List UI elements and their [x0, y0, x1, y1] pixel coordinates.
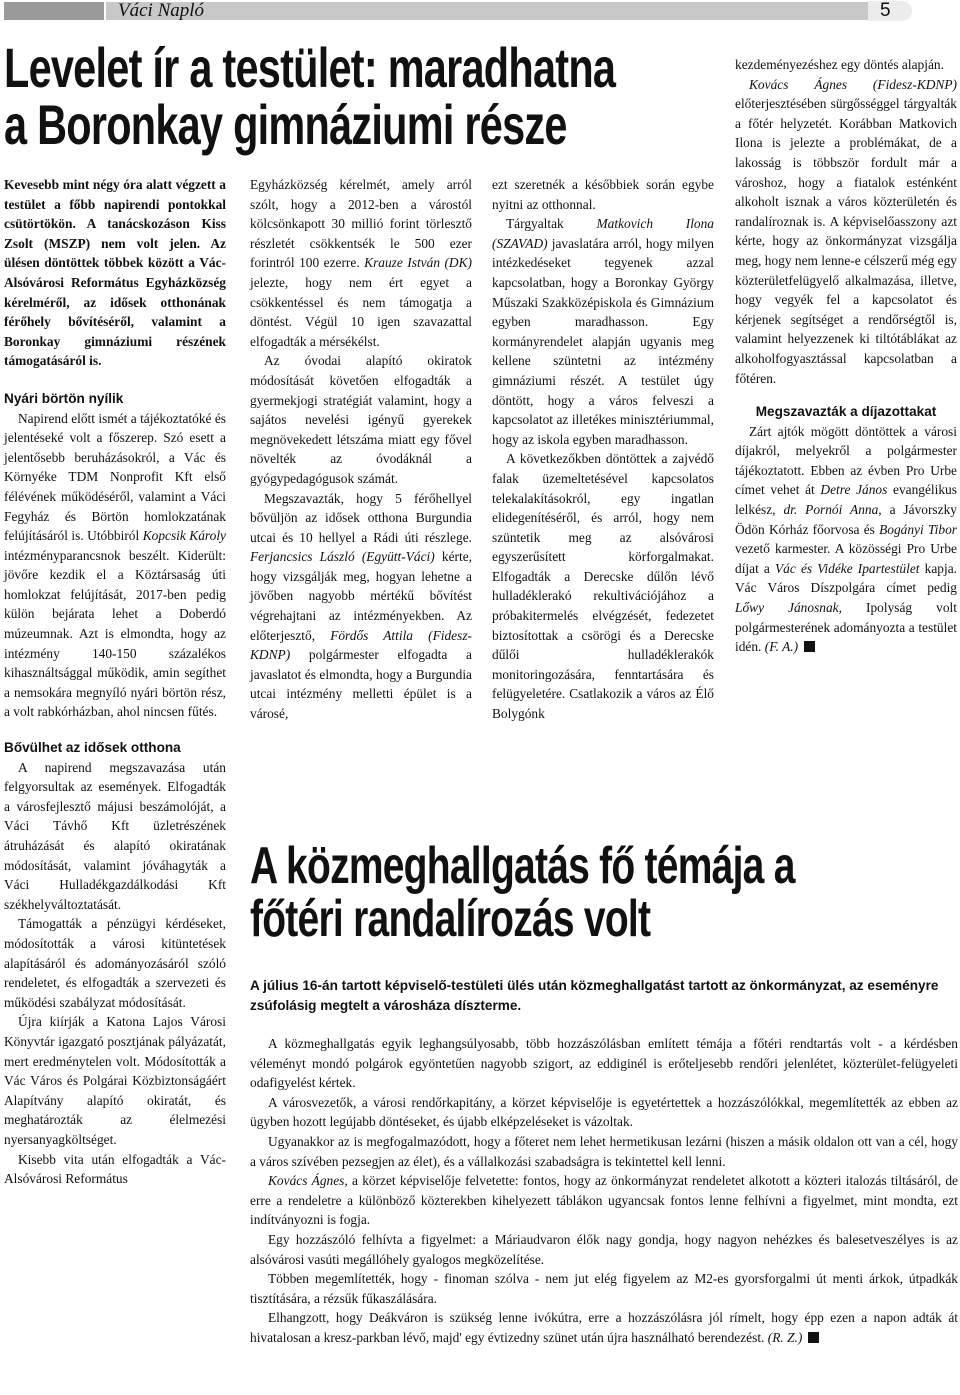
- text: Tárgyaltak: [506, 216, 564, 232]
- person-name: Bogányi Tibor: [879, 521, 957, 537]
- article1-column4: [735, 55, 957, 657]
- article2-body: [250, 1034, 958, 1348]
- text: Elhangzott, hogy Deákváron is szükség lenne ivókútra, erre a hozzászólásra jól rímelt, hogy épp ezen a napon adták át hivatalosan a kresz-parkban lévő, majd' egy évtizedny szünet után újra használható berendezést.: [250, 1310, 958, 1345]
- person-name: Krauze István (DK): [364, 255, 472, 271]
- article2-lead: A július 16-án tartott képviselő-testületi ülés után közmeghallgatást tartott az önkormányzat, az eseményre zsúfolásig megtelt a városháza díszterme.: [250, 978, 939, 1013]
- organization-name: Vác és Vidéke Ipartestület: [775, 560, 920, 576]
- person-name: dr. Pornói Anna,: [783, 502, 882, 518]
- text: vezető karmester. A közösségi Pro Urbe díjat a: [735, 541, 957, 576]
- author-signature: (F. A.): [764, 639, 799, 655]
- subheading-idosek-otthona: Bővülhet az idősek otthona: [4, 740, 181, 756]
- person-name: Kovács Ágnes (Fidesz-KDNP): [749, 76, 957, 92]
- paragraph: Újra kiírják a Katona Lajos Városi Könyvtár igazgató posztjának pályázatát, mert eredménytelen volt. Módosították a Vác Város és Polgárai Közbiztonságáért Alapítvány alapító okiratát, és meghatározták az élelmezési nyersanyagköltséget.: [4, 1014, 226, 1147]
- person-name: Kopcsik Károly: [142, 528, 226, 544]
- text: intézményparancsnok beszélt. Kiderült: jövőre kezdik el a Köztársaság úti homlokzat felújítását, 2017-ben pedig külön bejárata lehet a Doberdó múzeumnak. Azt is elmondta, hogy az intézmény 140-150 százalékos kihasználtsággal működik, amin segíthet a nemsokára megnyíló nyári börtön rész, a volt rabkórházban, ahol nincsen fűtés.: [4, 547, 226, 720]
- header-strip: [106, 2, 896, 20]
- paragraph: [250, 175, 472, 351]
- person-name: Lőwy Jánosnak,: [735, 600, 842, 616]
- end-mark-icon: [804, 641, 815, 652]
- paragraph: Kisebb vita után elfogadták a Vác-Alsóvárosi Református: [4, 1151, 226, 1187]
- page-number: 5: [880, 0, 891, 21]
- article1-lead: Kevesebb mint négy óra alatt végzett a testület a főbb napirendi pontokkal csütörtökön. A tanácskozáson Kiss Zsolt (MSZP) nem volt jelen. Az ülésen döntöttek többek között a Vác-Alsóvárosi Református Egyházközség kérelméről, az idősek otthonának férőhely bővítéséről, valamint a Boronkay gimnáziumi részének támogatásáról is.: [4, 177, 226, 369]
- person-name: Detre János: [820, 482, 888, 498]
- text: javaslatára arról, hogy milyen intézkedéseket tegyenek azzal kapcsolatban, hogy a Boronkay György Műszaki Szakközépiskola és Gimnázium egyben maradhasson. Egy kormányrendelet alapján ugyanis meg kellene szüntetni az intézmény gimnáziumi részét. A testület úgy döntött, hogy a város felveszi a kapcsolatot az illetékes minisztériummal, hogy az iskola egyben maradhasson.: [492, 235, 714, 447]
- text: a körzet képviselője felvetette: fontos, hogy az önkormányzat rendeletet alkotott a közteri italozás tiltásáról, de erre a rendeletre a különböző közterekben kihelyezett táblákon ugyancsak fontos lenne felhívni a figyelmet, mint mondta, ezt indítványozni is fogja.: [250, 1173, 958, 1228]
- paragraph: ezt szeretnék a későbbiek során egybe nyitni az otthonnal.: [492, 177, 714, 212]
- paragraph: A következőkben döntöttek a zajvédő falak üzemeltetésével kapcsolatos telekalakításokról, egy ingatlan elidegenítéséről, és arról, hogy nem szüntetik meg az alsóvárosi egyszerűsített körforgalmakat. Elfogadták a Derecske dűlőn lévő hulladéklerakó rekultivációjához a próbakitermelés elvégzését, fedezetet biztosítottak a csörögi és a Derecske dűlői hulladéklerakók monitoringozására, fenntartására és felügyeletére. Csatlakozik a város az Élő Bolygónk: [492, 451, 714, 722]
- text: Zárt ajtók mögött döntöttek a városi díjakról, melyekről a polgármester tájékoztatott. Ebben az évben Pro Urbe címet vehet át: [735, 423, 957, 498]
- paragraph: A városvezetők, a városi rendőrkapitány, a körzet képviselője is egyetértettek a hozzászólókkal, megemlítették az ebben az ügyben hozott legújabb döntéseket, és újabb elképzeléseket is vázoltak.: [250, 1094, 958, 1130]
- author-signature: (R. Z.): [767, 1329, 803, 1345]
- article1-headline-line1: Levelet ír a testület: maradhatna: [4, 36, 616, 99]
- person-name: Ferjancsics László (Együtt-Váci): [250, 549, 435, 565]
- paragraph: [492, 214, 714, 449]
- paragraph: Támogatták a pénzügyi kérdéseket, módosították a városi kitüntetések alapításáról és adományozásáról szóló rendeletet, és elfogadták a szervezeti és működési szabályzat módosítását.: [4, 916, 226, 1010]
- text: jelezte, hogy nem ért egyet a csökkentéssel és nem támogatja a döntést. Végül 10 igen szavazattal elfogadták a mérsékélst.: [250, 274, 472, 349]
- article1-column3: [492, 175, 714, 724]
- paragraph: kezdeményezéshez egy döntés alapján.: [735, 57, 944, 72]
- article2-headline-line1: A közmeghallgatás fő témája a: [250, 837, 795, 895]
- newspaper-name: Váci Napló: [118, 0, 205, 21]
- end-mark-icon: [808, 1332, 819, 1343]
- person-name: Fördős Attila (Fidesz-KDNP): [250, 627, 472, 663]
- paragraph: [250, 1171, 958, 1230]
- paragraph: [735, 75, 957, 389]
- article1-column1: [4, 175, 226, 1189]
- text: kapja. Vác Város Díszpolgára címet pedig: [735, 560, 957, 596]
- article2-headline-line2: főtéri randalírozás volt: [250, 890, 651, 948]
- paragraph: A napirend megszavazása után felgyorsultak az események. Elfogadták a városfejlesztő májusi beszámolóját, a Váci Távhő Kft üzletrészének átruházását és alapító okiratának módosítását, valamint jóváhagyták a Váci Hulladékgazdálkodási Kft székhelyváltoztatását.: [4, 759, 226, 912]
- text: Ipolyság volt polgármesterének adományozta a testület idén.: [735, 600, 957, 655]
- text: a Jávorszky Ödön Kórház főorvosa és: [735, 502, 957, 537]
- article1-headline-line2: a Boronkay gimnáziumi része: [4, 93, 567, 156]
- article1-column2: [250, 175, 472, 724]
- text: Napirend előtt ismét a tájékoztatóké és jelentéseké volt a főszerep. Szó esett a jelentősebb beruházásokról, a Vác és Környéke TDM Nonprofit Kft első félévének működéséről, valamint a Váci Fegyház és Börtön homlokzatának felújításáról is. Utóbbiról: [4, 410, 226, 544]
- text: Egyházközség kérelmét, amely arról szólt, hogy a 2012-ben a várostól kölcsönkapott 30 millió forint törlesztő részletét csökkentsék le 500 ezer forintról 100 ezerre.: [250, 177, 472, 271]
- page-header: [0, 0, 960, 26]
- person-name: Matkovich Ilona (SZAVAD): [492, 216, 714, 251]
- paragraph: Egy hozzászóló felhívta a figyelmet: a Máriaudvaron élők nagy gondja, hogy nagyon nehézkes és balesetveszélyes is az alsóvárosi vasúti megállóhely gyalogos megközelítése.: [250, 1231, 958, 1267]
- person-name: Kovács Ágnes,: [268, 1173, 348, 1189]
- text: evangélikus lelkész,: [735, 482, 957, 518]
- paragraph: [4, 409, 226, 723]
- text: kérte, hogy vizsgálják meg, hogyan lehetne a jövőben nagyobb mértékű bővítést végrehajtani az intézményekben. Az előterjesztő,: [250, 549, 472, 643]
- paragraph: Többen megemlítették, hogy - finoman szólva - nem jut elég figyelem az M2-es gyorsforgalmi út menti árkok, útpadkák tisztítására, a rézsűk fűkaszálására.: [250, 1271, 958, 1306]
- paragraph: A közmeghallgatás egyik leghangsúlyosabb, több hozzászólásban említett témája a főtéri rendtartás volt - a kérdésben véleményt mondó polgárok egyöntetűen nagyobb szigort, az eddiginél is erőteljesebb rendőri jelenlétet, közterület-felügyeleti odafigyelést kértek.: [250, 1036, 958, 1091]
- paragraph: [250, 489, 472, 724]
- subheading-nyari-borton: Nyári börtön nyílik: [4, 390, 124, 406]
- paragraph: Ugyanakkor az is megfogalmazódott, hogy a főteret nem lehet hermetikusan lezárni (hiszen a másik oldalon ott van a cél, hogy a város szívében pezsegjen az élet), és a vállalkozási szabadságra is tekintettel kell lenni.: [250, 1133, 958, 1169]
- text: előterjesztésében sürgősséggel tárgyalták a főtér helyzetét. Korábban Matkovich Ilona is jelezte a problémákat, de a lakosság is többször fordult már a városhoz, hogy a fiatalok esténként alkoholt isznak a város közterületén és randalíroznak is. A képviselőasszony azt kérte, hogy az önkormányzat vizsgálja meg, hogy nem lenne-e célszerű még egy közterületfelügyelő alkalmazása, illetve, hogy vegyék fel a kapcsolatot és kérjenek segítséget a rendőrségtől is, valamint helyezzenek ki tiltótáblákat az alkoholfogyasztással kapcsolatban a főtéren.: [735, 96, 957, 386]
- paragraph: Az óvodai alapító okiratok módosítását követően elfogadták a gyermekjogi stratégiát valamint, hogy a sajátos nevelési igényű gyerekek megnövekedett létszáma miatt egy fővel növelték az óvodáknál a gyógypedagógusok számát.: [250, 353, 472, 486]
- text: Megszavazták, hogy 5 férőhellyel bővüljön az idősek otthona Burgundia utcai és 10 hellyel a Rádi úti részlege.: [250, 490, 472, 545]
- subheading-dijazottak: Megszavazták a díjazottakat: [755, 404, 937, 420]
- paragraph: [250, 1308, 958, 1347]
- text: polgármester elfogadta a javaslatot és elmondta, hogy a Burgundia utcai intézmény melletti épület is a városé,: [250, 647, 472, 722]
- header-block: [4, 2, 104, 20]
- paragraph: [735, 422, 957, 657]
